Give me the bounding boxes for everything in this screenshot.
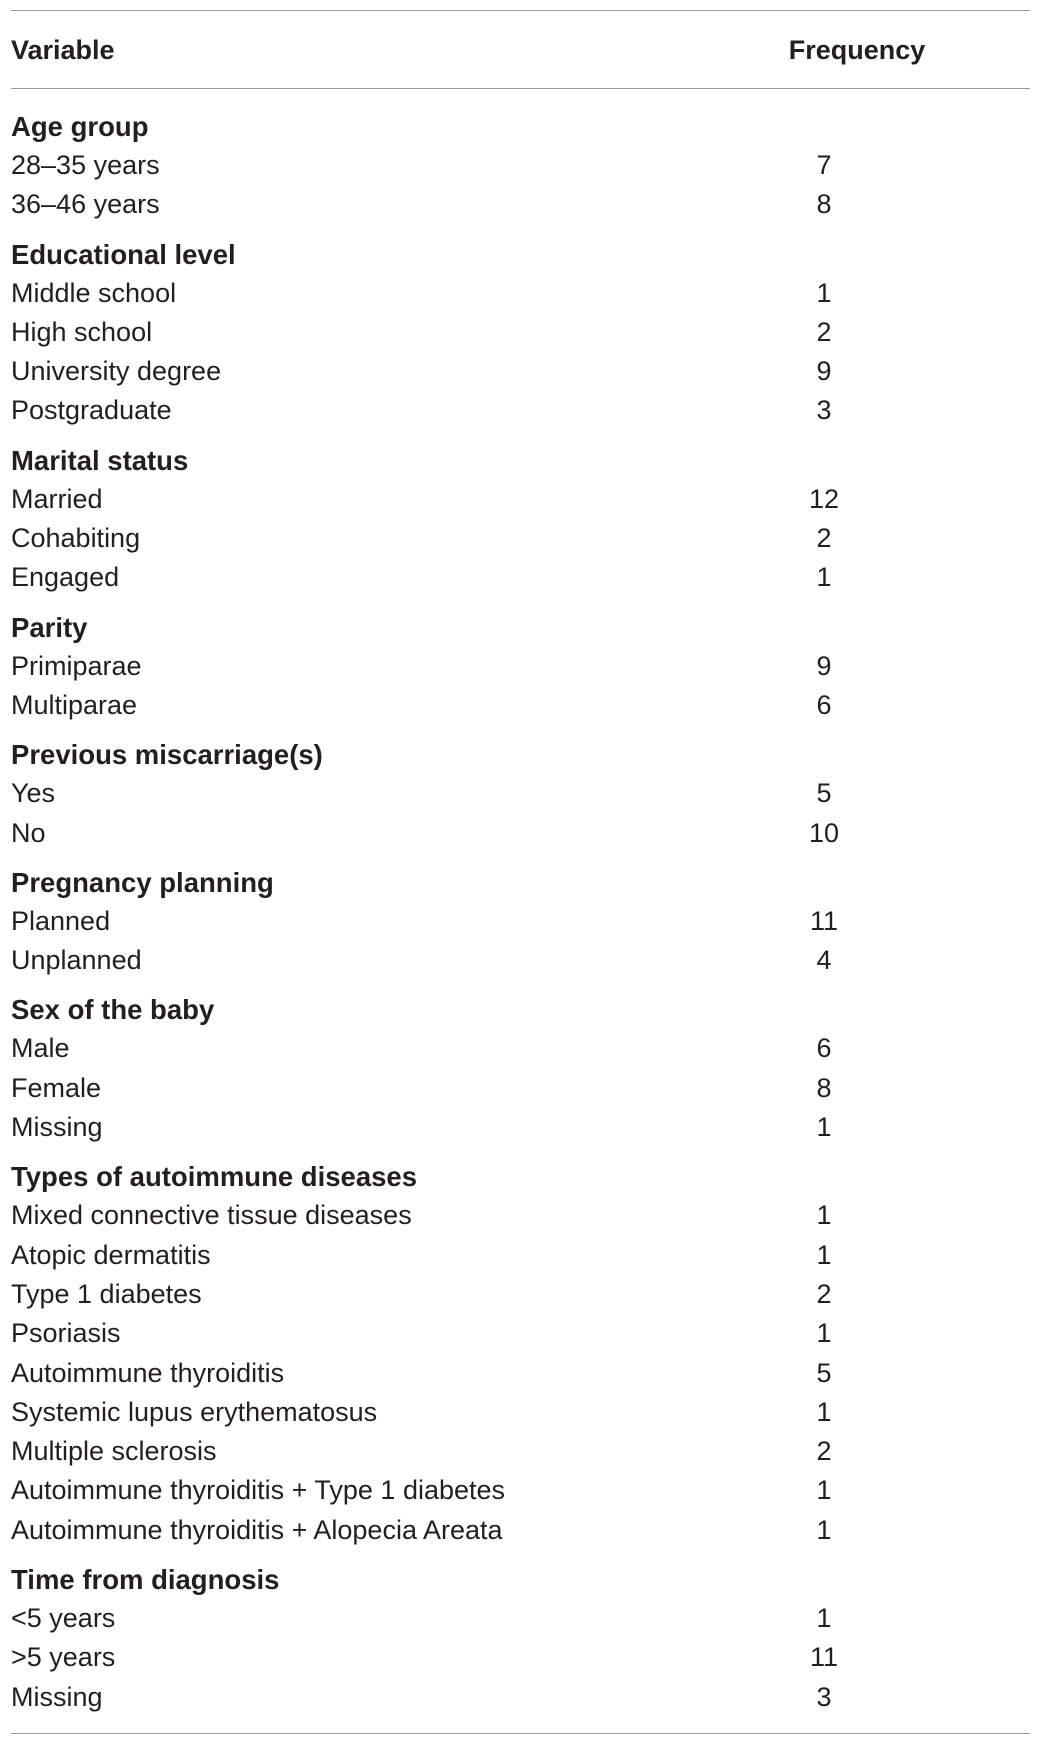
table-row (11, 1511, 1030, 1550)
row-label: Systemic lupus erythematosus (11, 1396, 378, 1427)
table-row (11, 774, 1030, 813)
row-label: Mixed connective tissue diseases (11, 1200, 412, 1231)
table-row (11, 1236, 1030, 1275)
row-frequency: 9 (816, 650, 832, 681)
table-row (11, 814, 1030, 853)
table-row (11, 902, 1030, 941)
section-title: Age group (11, 111, 149, 142)
row-frequency: 2 (816, 1278, 832, 1309)
table-section (11, 441, 1030, 598)
row-frequency: 1 (816, 1603, 832, 1634)
row-label: Atopic dermatitis (11, 1239, 211, 1270)
table-row (11, 558, 1030, 597)
row-frequency: 10 (808, 817, 840, 848)
table-section (11, 735, 1030, 853)
row-label: Multiparae (11, 689, 138, 720)
row-frequency: 11 (809, 905, 839, 936)
table-row (11, 185, 1030, 224)
table-row (11, 1275, 1030, 1314)
row-frequency: 1 (816, 1200, 832, 1231)
section-title: Educational level (11, 238, 236, 270)
row-label: Unplanned (11, 945, 142, 976)
row-frequency: 1 (816, 1475, 832, 1506)
row-label: Primiparae (11, 650, 142, 681)
table-row (11, 1599, 1030, 1638)
row-label: High school (11, 316, 153, 347)
row-frequency: 3 (816, 1681, 832, 1712)
table-section (11, 990, 1030, 1147)
row-frequency: 1 (816, 1318, 832, 1349)
section-title: Time from diagnosis (11, 1564, 280, 1596)
table-row (11, 941, 1030, 980)
table-section (11, 235, 1030, 431)
row-frequency: 6 (816, 1033, 832, 1064)
section-title: Sex of the baby (11, 994, 215, 1026)
row-label: Multiple sclerosis (11, 1436, 217, 1467)
row-frequency: 2 (816, 523, 832, 554)
row-label: Yes (11, 778, 56, 809)
table-row (11, 352, 1030, 391)
table-body (11, 89, 1030, 1733)
table-row (11, 1108, 1030, 1147)
table-row (11, 519, 1030, 558)
row-label: Missing (11, 1681, 103, 1712)
table-row (11, 1638, 1030, 1677)
row-label: Planned (11, 905, 111, 936)
section-title: Parity (11, 611, 88, 643)
table-row (11, 1029, 1030, 1068)
row-label: Postgraduate (11, 395, 172, 426)
table-section (11, 1560, 1030, 1717)
section-title: Types of autoimmune diseases (11, 1161, 418, 1193)
row-frequency: 7 (816, 150, 832, 180)
row-label: Cohabiting (11, 523, 141, 554)
row-frequency: 5 (816, 1357, 832, 1388)
table-row (11, 391, 1030, 430)
table-row (11, 1432, 1030, 1471)
row-frequency: 2 (816, 316, 832, 347)
table-row (11, 686, 1030, 725)
row-label: Type 1 diabetes (11, 1278, 202, 1309)
row-frequency: 9 (816, 356, 832, 387)
row-label: Middle school (11, 277, 177, 308)
row-frequency: 3 (816, 395, 832, 426)
section-title: Previous miscarriage(s) (11, 739, 323, 771)
row-frequency: 2 (816, 1436, 832, 1467)
row-frequency: 1 (816, 1239, 832, 1270)
table-row (11, 1069, 1030, 1108)
row-frequency: 12 (808, 483, 840, 514)
table-row (11, 274, 1030, 313)
row-frequency: 1 (816, 562, 832, 593)
row-frequency: 4 (816, 945, 832, 976)
table-section (11, 107, 1030, 225)
section-title: Pregnancy planning (11, 866, 274, 898)
table-row (11, 1354, 1030, 1393)
table-section (11, 608, 1030, 726)
row-frequency: 6 (816, 689, 832, 720)
row-label: 28–35 years (11, 150, 160, 180)
demographics-table (11, 10, 1030, 1734)
row-label: University degree (11, 356, 222, 387)
table-row (11, 1393, 1030, 1432)
header-frequency: Frequency (788, 35, 926, 65)
row-label: Engaged (11, 562, 120, 593)
table-row (11, 313, 1030, 352)
row-label: Female (11, 1072, 102, 1103)
row-label: Autoimmune thyroiditis (11, 1357, 285, 1388)
row-frequency: 1 (816, 277, 832, 308)
row-frequency: 1 (816, 1396, 832, 1427)
row-label: Autoimmune thyroiditis + Alopecia Areata (11, 1514, 503, 1545)
row-frequency: 1 (816, 1514, 832, 1545)
row-label: No (11, 817, 46, 848)
header-variable: Variable (11, 35, 115, 65)
row-label: >5 years (11, 1642, 116, 1673)
table-row (11, 1678, 1030, 1717)
table-header (11, 11, 1030, 88)
row-frequency: 1 (816, 1112, 832, 1143)
row-label: Male (11, 1033, 70, 1064)
table-section (11, 1157, 1030, 1550)
row-label: Missing (11, 1112, 103, 1143)
table-row (11, 1196, 1030, 1235)
row-label: Married (11, 483, 103, 514)
row-frequency: 5 (816, 778, 832, 809)
row-frequency: 8 (816, 189, 832, 220)
table-row (11, 480, 1030, 519)
row-label: <5 years (11, 1603, 116, 1634)
table-row (11, 1314, 1030, 1353)
table-row (11, 146, 1030, 185)
table-section (11, 863, 1030, 981)
table-row (11, 1471, 1030, 1510)
table-row (11, 647, 1030, 686)
row-label: 36–46 years (11, 189, 160, 220)
row-frequency: 8 (816, 1072, 832, 1103)
row-label: Autoimmune thyroiditis + Type 1 diabetes (11, 1475, 506, 1506)
row-frequency: 11 (809, 1642, 839, 1673)
bottom-rule (11, 1733, 1030, 1734)
section-title: Marital status (11, 444, 189, 476)
row-label: Psoriasis (11, 1318, 121, 1349)
